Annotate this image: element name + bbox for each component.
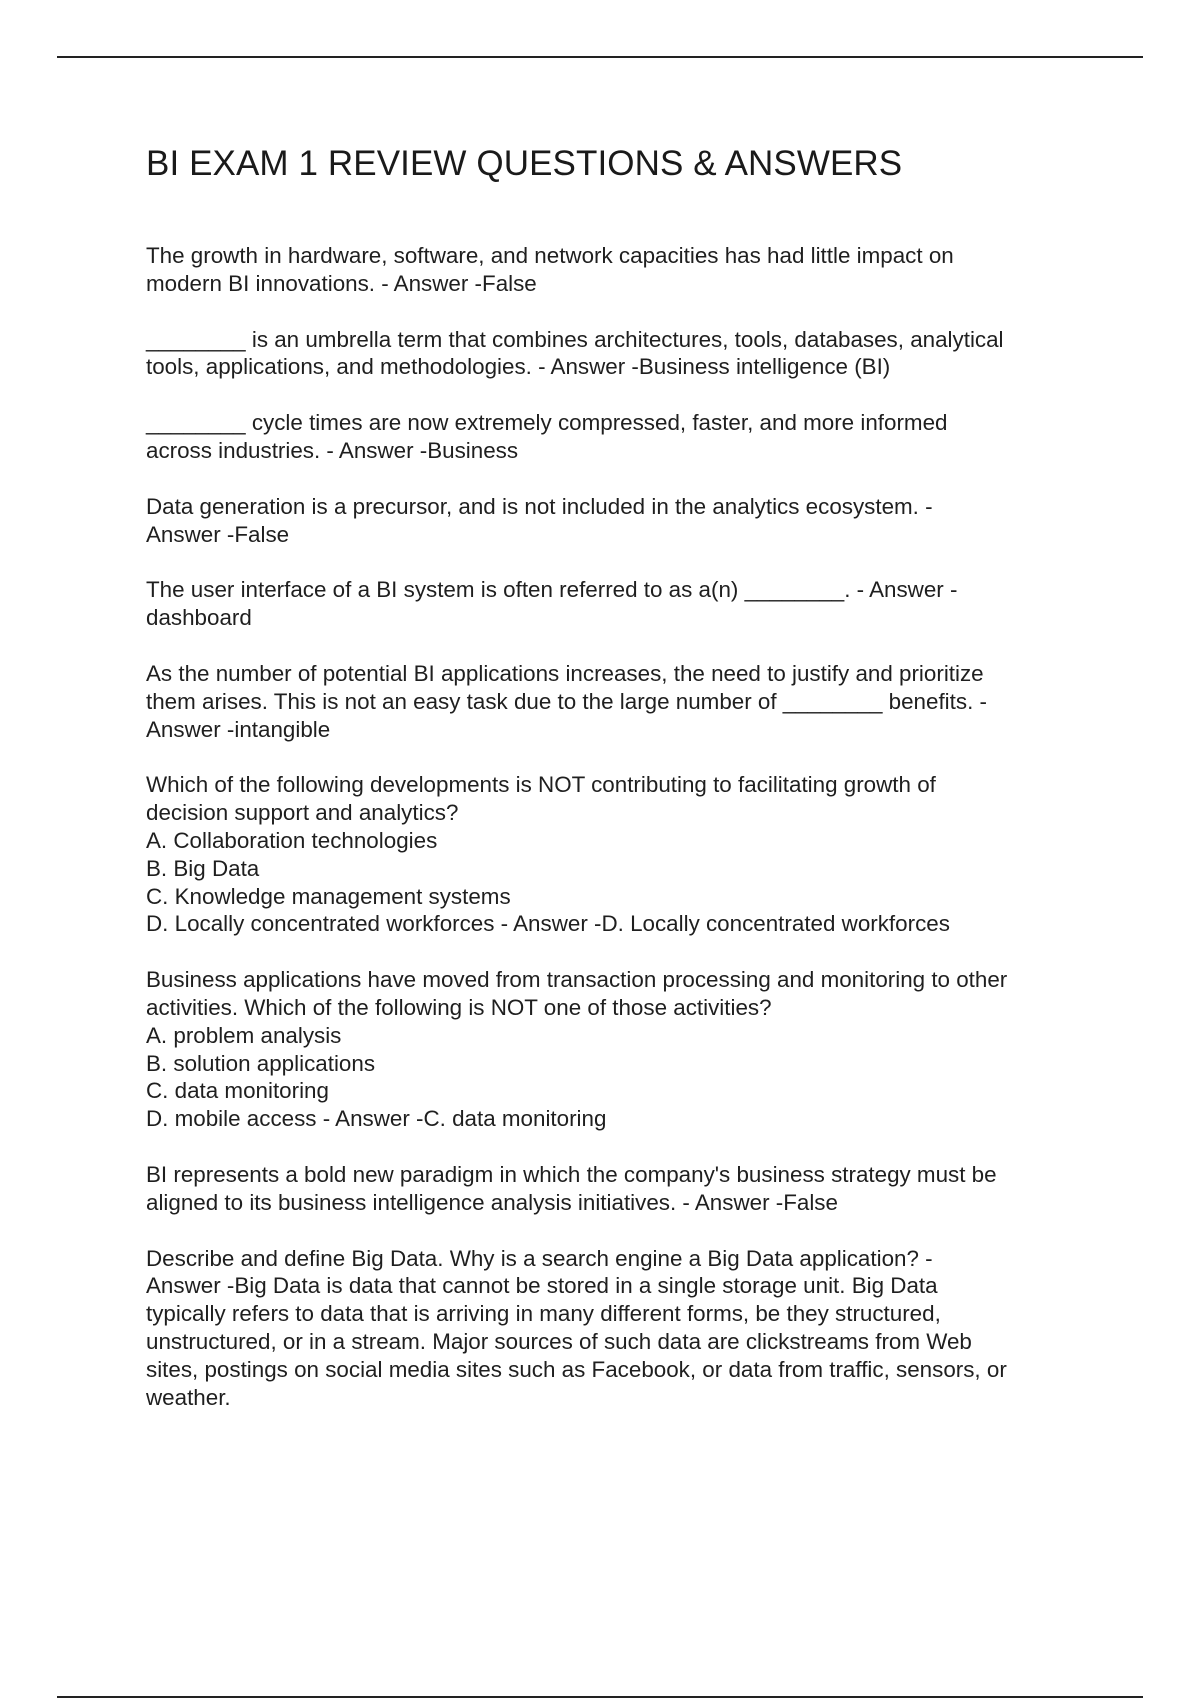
qa-line: ________ is an umbrella term that combines architectures, tools, databases, analytical	[146, 326, 1004, 352]
qa-line: The user interface of a BI system is often referred to as a(n) ________. - Answer -	[146, 577, 958, 603]
qa-line: typically refers to data that is arriving in many different forms, be they structured,	[146, 1301, 941, 1327]
qa-option: D. Locally concentrated workforces - Answer -D. Locally concentrated workforces	[146, 911, 950, 937]
qa-line: across industries. - Answer -Business	[146, 437, 519, 463]
qa-option: C. Knowledge management systems	[146, 883, 511, 909]
qa-option: A. Collaboration technologies	[146, 827, 438, 853]
qa-line: tools, applications, and methodologies. - Answer -Business intelligence (BI)	[146, 354, 891, 380]
qa-option: B. solution applications	[146, 1050, 376, 1076]
qa-option: A. problem analysis	[146, 1022, 342, 1048]
qa-line: Describe and define Big Data. Why is a search engine a Big Data application? -	[146, 1245, 933, 1271]
qa-line: ________ cycle times are now extremely compressed, faster, and more informed	[146, 410, 948, 436]
qa-line: weather.	[146, 1384, 231, 1410]
qa-line: activities. Which of the following is NOT one of those activities?	[146, 994, 772, 1020]
qa-line: Answer -False	[146, 521, 290, 547]
qa-item	[146, 409, 1086, 465]
qa-item	[146, 1161, 1086, 1217]
qa-line: As the number of potential BI applications increases, the need to justify and prioritize	[146, 660, 984, 686]
qa-option: C. data monitoring	[146, 1078, 329, 1104]
qa-option: B. Big Data	[146, 855, 260, 881]
qa-list	[146, 242, 1086, 1439]
qa-line: Answer -Big Data is data that cannot be stored in a single storage unit. Big Data	[146, 1273, 938, 1299]
qa-line: sites, postings on social media sites such as Facebook, or data from traffic, sensors, or	[146, 1356, 1007, 1382]
qa-item	[146, 242, 1086, 298]
qa-line: them arises. This is not an easy task due to the large number of ________ benefits. -	[146, 688, 987, 714]
qa-option: D. mobile access - Answer -C. data monitoring	[146, 1106, 607, 1132]
page-title: BI EXAM 1 REVIEW QUESTIONS & ANSWERS	[146, 144, 903, 183]
qa-line: Business applications have moved from transaction processing and monitoring to other	[146, 967, 1008, 993]
qa-item	[146, 493, 1086, 549]
qa-line: The growth in hardware, software, and network capacities has had little impact on	[146, 243, 954, 268]
qa-line: Which of the following developments is NOT contributing to facilitating growth of	[146, 772, 936, 798]
qa-line: decision support and analytics?	[146, 800, 459, 826]
qa-item	[146, 771, 1086, 938]
qa-line: unstructured, or in a stream. Major sources of such data are clickstreams from Web	[146, 1328, 972, 1354]
qa-line: dashboard	[146, 605, 252, 631]
top-rule	[57, 56, 1143, 58]
qa-line: BI represents a bold new paradigm in which the company's business strategy must be	[146, 1161, 997, 1187]
qa-line: Answer -intangible	[146, 716, 331, 742]
qa-line: Data generation is a precursor, and is not included in the analytics ecosystem. -	[146, 493, 933, 519]
qa-item	[146, 966, 1086, 1133]
qa-item	[146, 326, 1086, 382]
qa-line: aligned to its business intelligence analysis initiatives. - Answer -False	[146, 1189, 838, 1215]
qa-line: modern BI innovations. - Answer -False	[146, 270, 537, 296]
qa-item	[146, 660, 1086, 743]
qa-item	[146, 1245, 1086, 1412]
bottom-rule	[57, 1696, 1143, 1698]
qa-item	[146, 576, 1086, 632]
